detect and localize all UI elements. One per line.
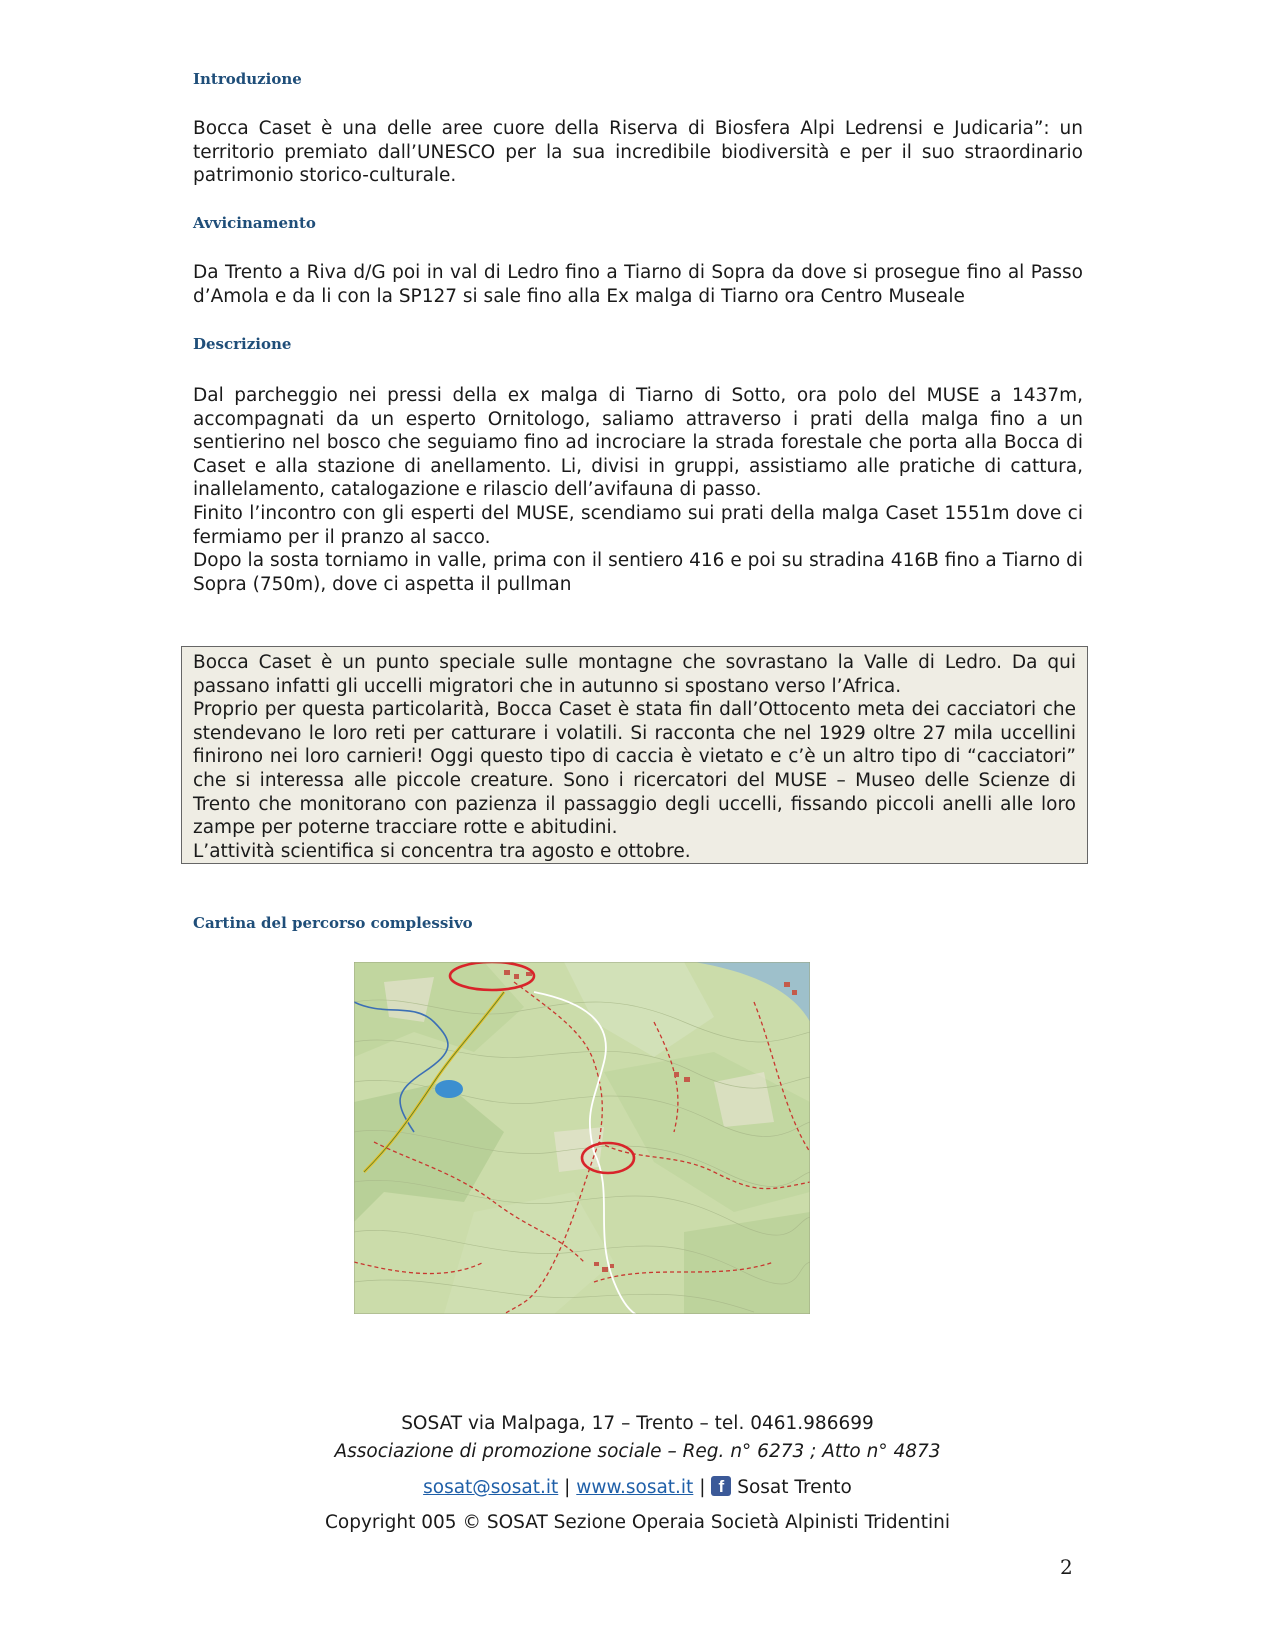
page-number: 2	[1060, 1555, 1073, 1579]
info-box-text-3: L’attività scientifica si concentra tra agosto e ottobre.	[193, 840, 691, 862]
info-box-text-1: Bocca Caset è un punto speciale sulle montagne che sovrastano la Valle di Ledro. Da qui passano infatti gli uccelli migratori che in autunno si spostano verso l’Africa.	[193, 652, 1076, 697]
footer-links	[0, 1476, 1275, 1498]
website-link[interactable]: www.sosat.it	[576, 1477, 694, 1498]
footer-copyright: Copyright 005 © SOSAT Sezione Operaia Società Alpinisti Tridentini	[324, 1512, 951, 1533]
footer-separator: |	[564, 1477, 571, 1498]
route-map	[354, 962, 810, 1314]
info-box	[181, 646, 1088, 864]
description-heading: Descrizione	[193, 335, 292, 353]
map-lake	[435, 1080, 463, 1098]
facebook-label[interactable]: Sosat Trento	[737, 1477, 852, 1498]
description-paragraph	[193, 384, 1083, 596]
facebook-icon[interactable]: f	[711, 1476, 731, 1496]
approach-paragraph	[193, 261, 1083, 308]
info-box-text-2: Proprio per questa particolarità, Bocca Caset è stata fin dall’Ottocento meta dei cacciatori che stendevano le loro reti per catturare i volatili. Si racconta che nel 1929 oltre 27 mila uccellini finirono nei loro carnieri! Oggi questo tipo di caccia è vietato e c’è un altro tipo di “cacciatori” che si interessa alle piccole creature. Sono i ricercatori del MUSE – Museo delle Scienze di Trento che monitorano con pazienza il passaggio degli uccelli, fissando piccoli anelli alle loro zampe per poterne tracciare rotte e abitudini.	[193, 699, 1076, 839]
intro-heading: Introduzione	[193, 70, 302, 88]
approach-text: Da Trento a Riva d/G poi in val di Ledro fino a Tiarno di Sopra da dove si prosegue fino al Passo d’Amola e da li con la SP127 si sale fino alla Ex malga di Tiarno ora Centro Museale	[193, 262, 1083, 307]
footer-address: SOSAT via Malpaga, 17 – Trento – tel. 0461.986699	[401, 1413, 874, 1434]
approach-heading: Avvicinamento	[193, 214, 316, 232]
footer-separator: |	[699, 1477, 706, 1498]
footer-association: Associazione di promozione sociale – Reg. n° 6273 ; Atto n° 4873	[334, 1441, 941, 1462]
map-heading: Cartina del percorso complessivo	[193, 914, 473, 932]
description-text-1: Dal parcheggio nei pressi della ex malga di Tiarno di Sotto, ora polo del MUSE a 1437m, accompagnati da un esperto Ornitologo, saliamo attraverso i prati della malga fino a un sentierino nel bosco che seguiamo fino ad incrociare la strada forestale che porta alla Bocca di Caset e alla stazione di anellamento. Li, divisi in gruppi, assistiamo alle pratiche di cattura, inallelamento, catalogazione e rilascio dell’avifauna di passo.	[193, 385, 1083, 501]
email-link[interactable]: sosat@sosat.it	[423, 1477, 559, 1498]
intro-text: Bocca Caset è una delle aree cuore della Riserva di Biosfera Alpi Ledrensi e Judicaria”: un territorio premiato dall’UNESCO per la sua incredibile biodiversità e per il suo straordinario patrimonio storico-culturale.	[193, 118, 1083, 187]
intro-paragraph	[193, 117, 1083, 188]
description-text-3: Dopo la sosta torniamo in valle, prima con il sentiero 416 e poi su stradina 416B fino a Tiarno di Sopra (750m), dove ci aspetta il pullman	[193, 550, 1083, 595]
description-text-2: Finito l’incontro con gli esperti del MUSE, scendiamo sui prati della malga Caset 1551m dove ci fermiamo per il pranzo al sacco.	[193, 502, 1083, 548]
